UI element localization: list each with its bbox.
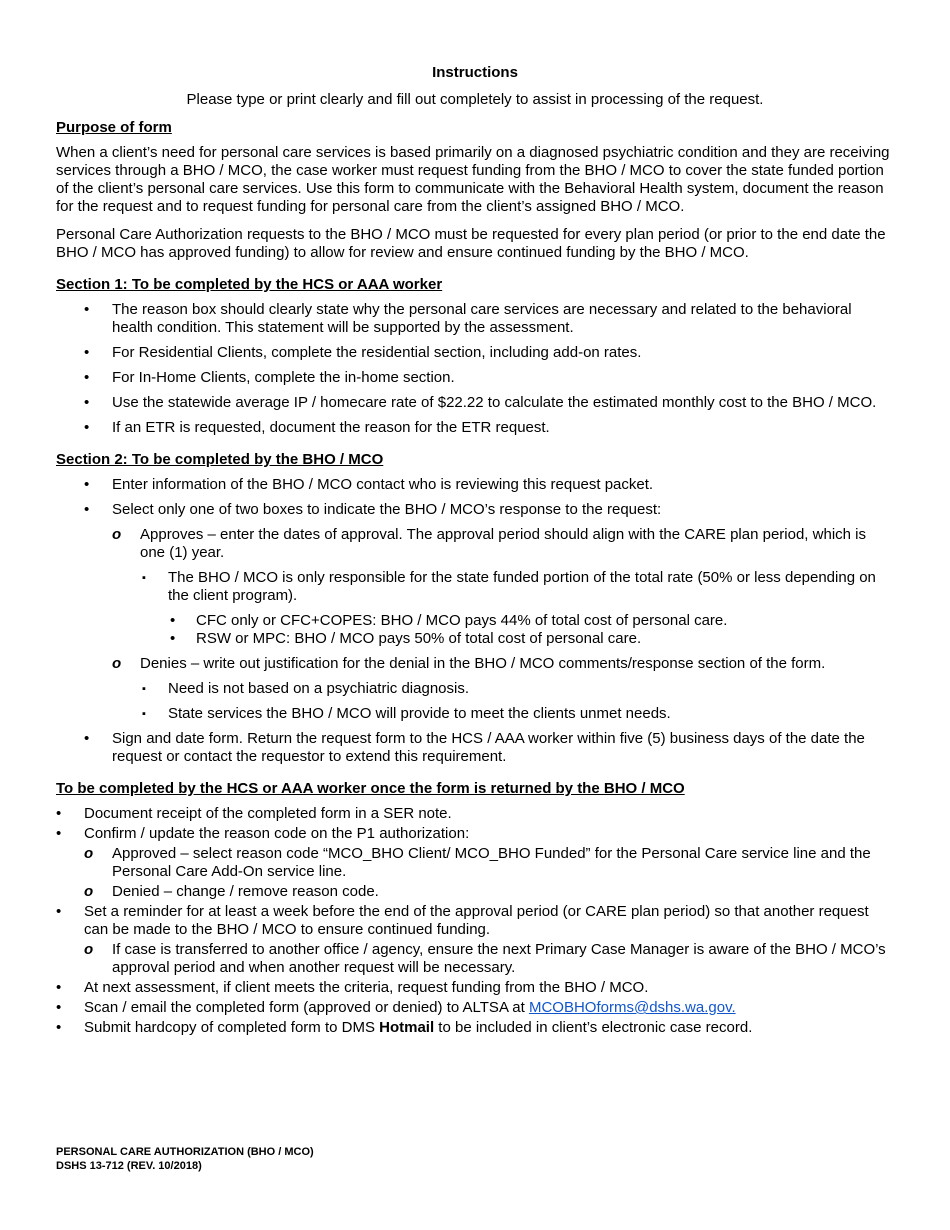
denies-text: Denies – write out justification for the denial in the BHO / MCO comments/response section of the form. (140, 655, 826, 672)
purpose-heading: Purpose of form (56, 119, 172, 136)
list-item (56, 825, 894, 901)
denies-sublist (140, 680, 894, 723)
list-item-text: to be included in client’s electronic case record. (434, 1019, 753, 1036)
list-item (56, 903, 894, 977)
denies-option (112, 655, 894, 723)
list-item: • For Residential Clients, complete the residential section, including add-on rates. (56, 344, 894, 362)
hotmail-bold: Hotmail (379, 1019, 435, 1036)
list-item: ▪ Need is not based on a psychiatric diagnosis. (140, 680, 894, 698)
list-item-text: Set a reminder for at least a week before the end of the approval period (or CARE plan period) so that another request can be made to the BHO / MCO to ensure continued funding. (84, 903, 869, 938)
form-footer (56, 1145, 314, 1173)
list-item: ▪ State services the BHO / MCO will provide to meet the clients unmet needs. (140, 705, 894, 723)
response-options-list (112, 526, 894, 723)
list-item: • If an ETR is requested, document the reason for the ETR request. (56, 419, 894, 437)
list-item-text: Confirm / update the reason code on the P1 authorization: (84, 825, 470, 842)
list-item-text: Select only one of two boxes to indicate the BHO / MCO’s response to the request: (112, 501, 662, 518)
reminder-sublist (84, 941, 894, 977)
list-item: • Sign and date form. Return the request form to the HCS / AAA worker within five (5) business days of the date the request or contact the requestor to extend this requirement. (56, 730, 894, 766)
rates-list (168, 612, 894, 648)
list-item (56, 1019, 894, 1037)
list-item-text: Submit hardcopy of completed form to DMS (84, 1019, 380, 1036)
section2-heading: Section 2: To be completed by the BHO / MCO (56, 451, 384, 468)
list-item (140, 569, 894, 648)
section2-list (56, 476, 894, 766)
final-heading: To be completed by the HCS or AAA worker once the form is returned by the BHO / MCO (56, 780, 685, 797)
approves-option (112, 526, 894, 648)
section1-heading: Section 1: To be completed by the HCS or AAA worker (56, 276, 443, 293)
approves-text: Approves – enter the dates of approval. The approval period should align with the CARE plan period, which is one (1) year. (140, 526, 866, 561)
approves-sub-text: The BHO / MCO is only responsible for the state funded portion of the total rate (50% or less depending on the client program). (168, 569, 876, 604)
final-list (56, 805, 894, 1037)
list-item: • At next assessment, if client meets the criteria, request funding from the BHO / MCO. (56, 979, 894, 997)
list-item: o If case is transferred to another office / agency, ensure the next Primary Case Manager is aware of the BHO / MCO’s approval period and when another request will be necessary. (84, 941, 894, 977)
list-item: o Approved – select reason code “MCO_BHO Client/ MCO_BHO Funded” for the Personal Care service line and the Personal Care Add-On service line. (84, 845, 894, 881)
list-item (56, 501, 894, 723)
list-item: o Denied – change / remove reason code. (84, 883, 894, 901)
list-item: • CFC only or CFC+COPES: BHO / MCO pays 44% of total cost of personal care. (168, 612, 894, 630)
list-item-text: Scan / email the completed form (approved or denied) to ALTSA at (84, 999, 529, 1016)
form-number: DSHS 13-712 (REV. 10/2018) (56, 1160, 202, 1172)
list-item: • Document receipt of the completed form in a SER note. (56, 805, 894, 823)
email-link[interactable]: MCOBHOforms@dshs.wa.gov. (528, 999, 736, 1016)
purpose-paragraph-1: When a client’s need for personal care services is based primarily on a diagnosed psychiatric condition and they are receiving services through a BHO / MCO, the case worker must request funding from the BHO / MCO to cover the state funded portion of the client’s personal care services. Use this form to communicate with the Behavioral Health system, document the reason for the request and to request funding for personal care from the client’s assigned BHO / MCO. (56, 144, 890, 215)
list-item: • The reason box should clearly state why the personal care services are necessary and related to the behavioral health condition. This statement will be supported by the assessment. (56, 301, 894, 337)
reason-code-sublist (84, 845, 894, 901)
document-page (56, 64, 894, 1039)
list-item: • Enter information of the BHO / MCO contact who is reviewing this request packet. (56, 476, 894, 494)
list-item: • For In-Home Clients, complete the in-home section. (56, 369, 894, 387)
page-subtitle: Please type or print clearly and fill out completely to assist in processing of the request. (186, 91, 764, 108)
approves-sublist (140, 569, 894, 648)
list-item (56, 999, 894, 1017)
list-item: • RSW or MPC: BHO / MCO pays 50% of total cost of personal care. (168, 630, 894, 648)
list-item: • Use the statewide average IP / homecare rate of $22.22 to calculate the estimated monthly cost to the BHO / MCO. (56, 394, 894, 412)
section1-list (56, 301, 894, 437)
page-title: Instructions (432, 64, 518, 81)
form-name: PERSONAL CARE AUTHORIZATION (BHO / MCO) (56, 1146, 314, 1158)
purpose-paragraph-2: Personal Care Authorization requests to the BHO / MCO must be requested for every plan period (or prior to the end date the BHO / MCO has approved funding) to allow for review and ensure continued funding by the BHO / MCO. (56, 226, 886, 261)
